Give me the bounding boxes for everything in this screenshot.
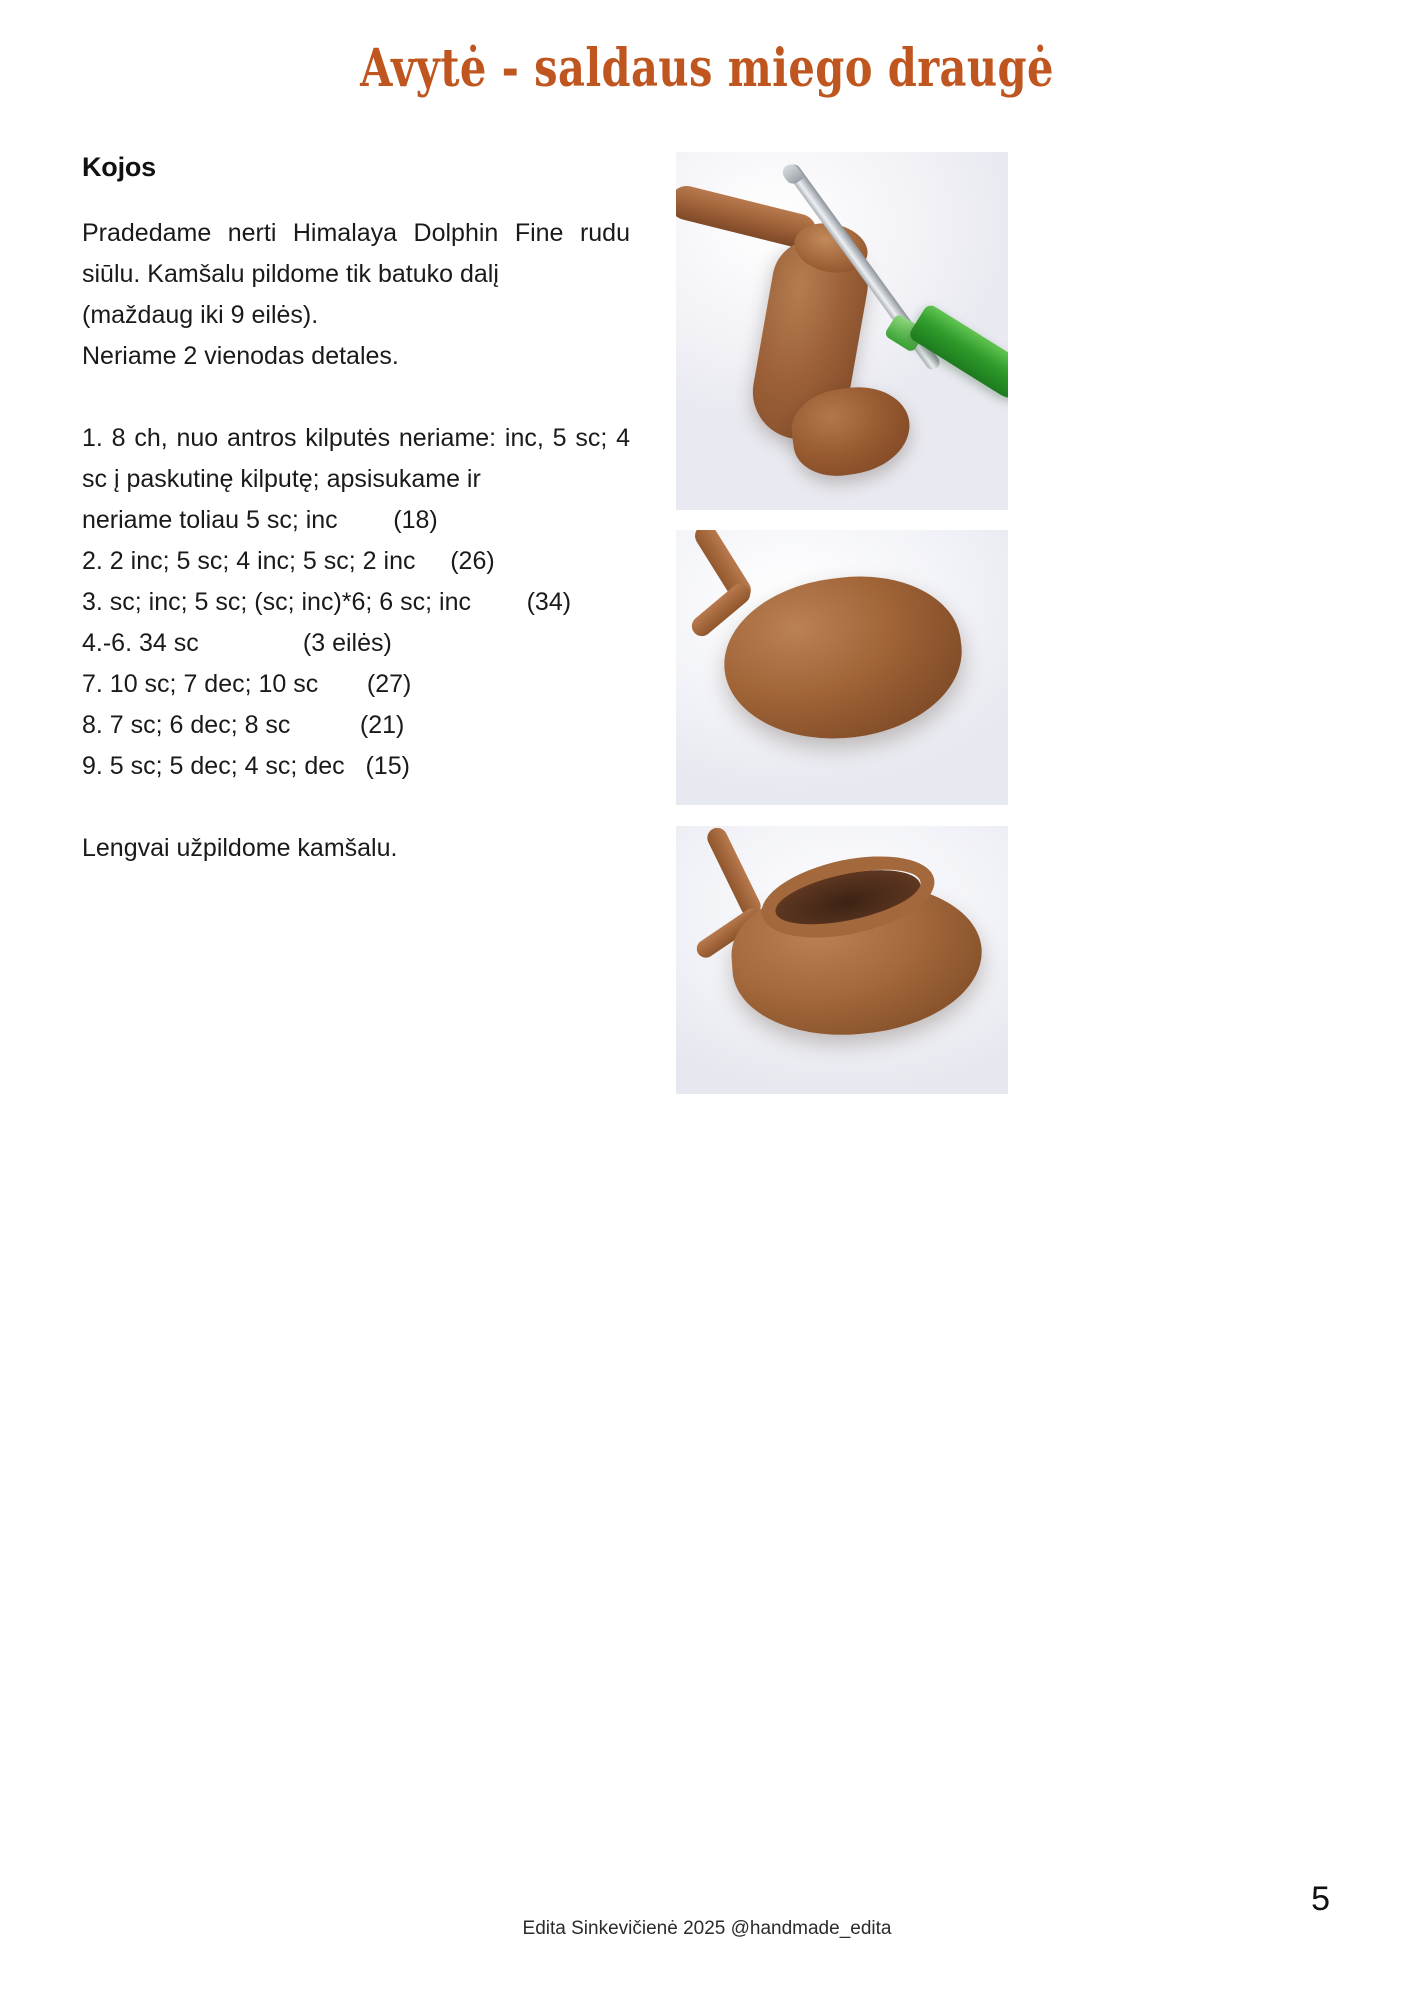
row-2-label: 2. 2 inc; 5 sc; 4 inc; 5 sc; 2 inc [82,547,416,575]
intro-line-2: rudu siūlu. Kamšalu pildome tik batuko dalį [82,219,630,288]
row-1-count: (18) [393,506,438,534]
row-8-label: 8. 7 sc; 6 dec; 8 sc [82,711,291,739]
row-4-6-label: 4.-6. 34 sc [82,629,199,657]
page-title: Avytė - saldaus miego draugė [360,38,1054,99]
closing-note: Lengvai užpildome kamšalu. [82,834,398,862]
row-3-count: (34) [526,588,572,616]
intro-line-4: Neriame 2 vienodas detales. [82,342,399,370]
photo-crochet-hook-with-piece [676,152,1008,510]
pattern-text-column [82,152,630,869]
row-1-line-3-with-count [82,500,630,541]
row-7 [82,664,630,705]
row-1-instruction [82,418,630,500]
row-9-label: 9. 5 sc; 5 dec; 4 sc; dec [82,752,345,780]
section-heading-kojos: Kojos [82,152,157,182]
row-instructions-list [82,418,630,787]
intro-paragraph [82,213,630,377]
row-1-line-3: neriame toliau 5 sc; inc [82,506,338,534]
row-7-label: 7. 10 sc; 7 dec; 10 sc [82,670,319,698]
row-2-count: (26) [450,547,495,575]
row-9 [82,746,630,787]
footer-credit: Edita Sinkevičienė 2025 @handmade_edita [522,1918,892,1939]
photo-crochet-sole-oval [676,530,1008,805]
row-4-6 [82,623,630,664]
photo-crochet-shoe-with-opening [676,826,1008,1094]
intro-line-1: Pradedame nerti Himalaya Dolphin Fine [82,219,564,247]
row-8 [82,705,630,746]
row-1-line-2: sc; 4 sc į paskutinę kilputę; apsisukame ir [82,424,631,493]
row-3-label: 3. sc; inc; 5 sc; (sc; inc)*6; 6 sc; inc [82,588,472,616]
page-number: 5 [1311,1880,1330,1918]
paragraph-spacer [82,377,630,418]
row-9-count: (15) [365,752,410,780]
closing-spacer [82,787,630,828]
row-8-count: (21) [359,711,405,739]
row-3 [82,582,630,623]
row-7-count: (27) [366,670,412,698]
row-1-line-1: 1. 8 ch, nuo antros kilputės neriame: inc, 5 [82,424,567,452]
intro-line-3: (maždaug iki 9 eilės). [82,301,319,329]
row-4-6-count: (3 eilės) [302,629,392,657]
row-2 [82,541,630,582]
